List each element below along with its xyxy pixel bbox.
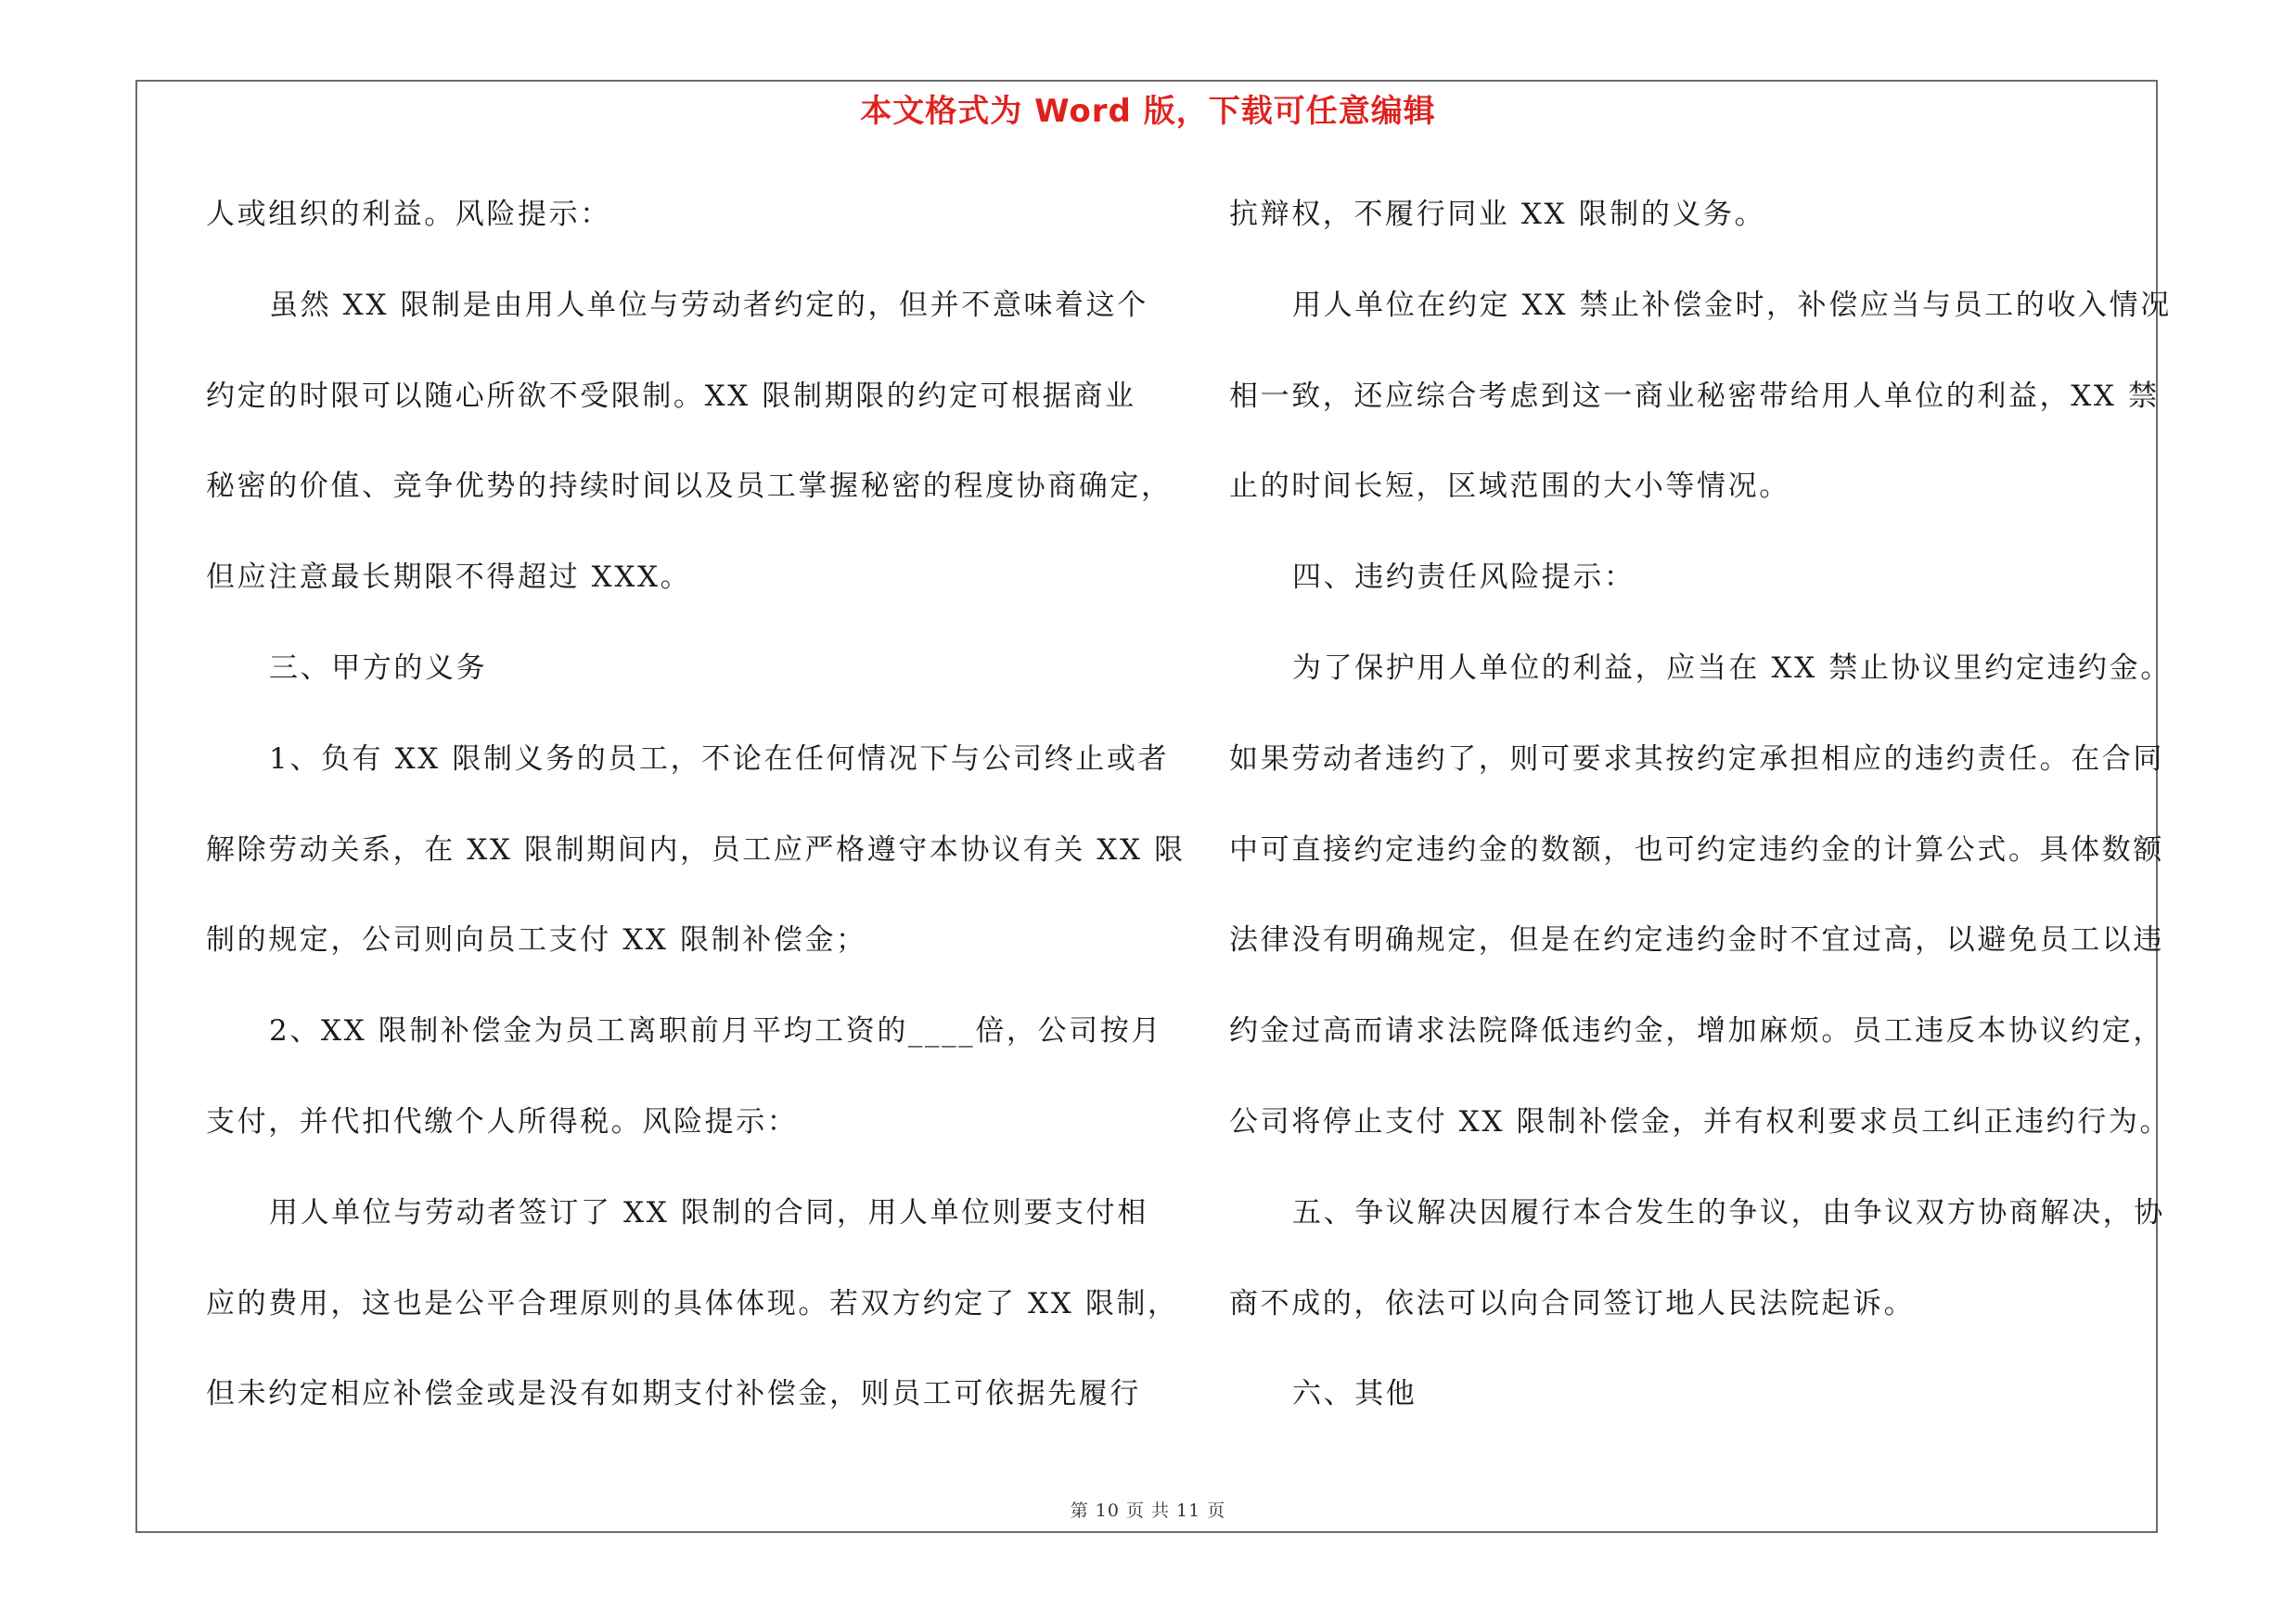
section-heading: 四、违约责任风险提示：	[1292, 560, 1635, 595]
page-number-footer: 第 10 页 共 11 页	[1070, 1501, 1226, 1521]
paragraph-line: 用人单位在约定 XX 禁止补偿金时，补偿应当与员工的收入情况	[1292, 288, 2172, 322]
paragraph-line: 秘密的价值、竞争优势的持续时间以及员工掌握秘密的程度协商确定，	[206, 470, 1173, 504]
section-heading: 五、争议解决因履行本合发生的争议，由争议双方协商解决，协	[1292, 1195, 2165, 1230]
paragraph-line: 2、XX 限制补偿金为员工离职前月平均工资的____倍，公司按月	[269, 1014, 1162, 1049]
left-column	[206, 186, 1186, 1456]
paragraph-line: 但应注意最长期限不得超过 XXX。	[206, 560, 692, 595]
paragraph-line: 应的费用，这也是公平合理原则的具体体现。若双方约定了 XX 限制，	[206, 1286, 1179, 1320]
paragraph-line: 商不成的，依法可以向合同签订地人民法院起诉。	[1229, 1286, 1916, 1320]
paragraph-line: 人或组织的利益。风险提示：	[206, 198, 611, 231]
paragraph-line: 用人单位与劳动者签订了 XX 限制的合同，用人单位则要支付相	[269, 1195, 1148, 1230]
paragraph-line: 约定的时限可以随心所欲不受限制。XX 限制期限的约定可根据商业	[206, 379, 1136, 413]
paragraph-line: 中可直接约定违约金的数额，也可约定违约金的计算公式。具体数额	[1229, 832, 2164, 867]
paragraph-line: 虽然 XX 限制是由用人单位与劳动者约定的，但并不意味着这个	[269, 288, 1148, 322]
paragraph-line: 如果劳动者违约了，则可要求其按约定承担相应的违约责任。在合同	[1229, 741, 2164, 776]
paragraph-line: 止的时间长短，区域范围的大小等情况。	[1229, 470, 1790, 504]
section-heading: 三、甲方的义务	[269, 650, 488, 685]
paragraph-line: 为了保护用人单位的利益，应当在 XX 禁止协议里约定违约金。	[1292, 650, 2172, 685]
paragraph-line: 公司将停止支付 XX 限制补偿金，并有权利要求员工纠正违约行为。	[1229, 1104, 2172, 1139]
paragraph-line: 制的规定，公司则向员工支付 XX 限制补偿金；	[206, 923, 867, 958]
paragraph-line: 约金过高而请求法院降低违约金，增加麻烦。员工违反本协议约定，	[1229, 1014, 2164, 1049]
paragraph-line: 支付，并代扣代缴个人所得税。风险提示：	[206, 1104, 799, 1139]
paragraph-line: 法律没有明确规定，但是在约定违约金时不宜过高，以避免员工以违	[1229, 923, 2164, 958]
paragraph-line: 解除劳动关系，在 XX 限制期间内，员工应严格遵守本协议有关 XX 限	[206, 832, 1186, 867]
header-banner: 本文格式为 Word 版，下载可任意编辑	[860, 93, 1436, 130]
paragraph-line: 抗辩权，不履行同业 XX 限制的义务。	[1229, 198, 1766, 231]
paragraph-line: 1、负有 XX 限制义务的员工，不论在任何情况下与公司终止或者	[269, 741, 1170, 776]
section-heading: 六、其他	[1292, 1377, 1417, 1411]
right-column	[1229, 186, 2172, 1456]
paragraph-line: 但未约定相应补偿金或是没有如期支付补偿金，则员工可依据先履行	[206, 1377, 1141, 1411]
paragraph-line: 相一致，还应综合考虑到这一商业秘密带给用人单位的利益，XX 禁	[1229, 379, 2160, 413]
